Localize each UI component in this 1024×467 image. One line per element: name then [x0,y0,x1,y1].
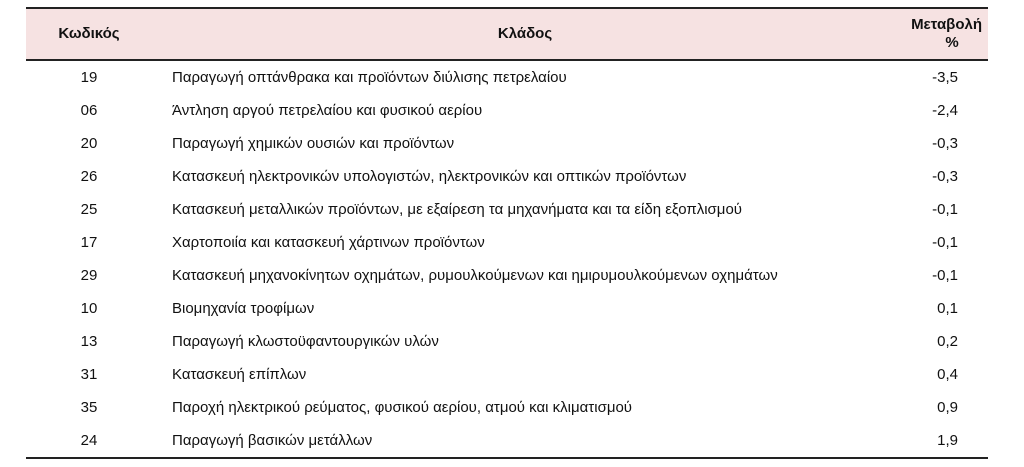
table-header [26,8,988,60]
cell-sector: Παροχή ηλεκτρικού ρεύματος, φυσικού αερίου, ατμού και κλιματισμού [172,399,633,416]
table-row [26,193,988,226]
cell-code: 25 [80,201,98,218]
cell-change-percent: -0,1 [932,234,958,251]
table-row [26,325,988,358]
sector-change-table-container [26,7,988,459]
cell-change-percent: 0,9 [937,399,958,416]
cell-sector: Παραγωγή βασικών μετάλλων [152,424,898,458]
cell-sector: Παραγωγή οπτάνθρακα και προϊόντων διύλισης πετρελαίου [172,69,567,86]
cell-code: 24 [26,424,152,458]
cell-sector: Κατασκευή ηλεκτρονικών υπολογιστών, ηλεκτρονικών και οπτικών προϊόντων [172,168,687,185]
cell-sector: Χαρτοποιία και κατασκευή χάρτινων προϊόντων [172,234,485,251]
table-row [26,391,988,424]
cell-change-percent: 0,4 [937,366,958,383]
column-header-sector: Κλάδος [152,8,898,60]
column-header-change [898,8,988,60]
cell-change-percent: -0,1 [932,267,958,284]
table-row [26,358,988,391]
table-row [26,60,988,94]
cell-change-percent: -3,5 [932,69,958,86]
table-body [26,60,988,458]
cell-change-percent: -0,1 [932,201,958,218]
cell-change-percent: 0,1 [937,300,958,317]
sector-change-table [26,7,988,459]
cell-change-percent: 1,9 [898,424,988,458]
cell-change-percent: 0,2 [937,333,958,350]
table-row [26,127,988,160]
cell-change-percent: -2,4 [932,102,958,119]
cell-sector: Βιομηχανία τροφίμων [172,300,315,317]
cell-change-percent: -0,3 [932,135,958,152]
cell-sector: Άντληση αργού πετρελαίου και φυσικού αερίου [172,102,483,119]
cell-code: 06 [80,102,98,119]
cell-code: 29 [80,267,98,284]
cell-sector: Παραγωγή κλωστοϋφαντουργικών υλών [172,333,439,350]
cell-code: 20 [80,135,98,152]
cell-code: 26 [80,168,98,185]
cell-code: 19 [80,69,98,86]
cell-sector: Κατασκευή επίπλων [172,366,307,383]
cell-code: 17 [80,234,98,251]
table-row [26,226,988,259]
table-row [26,259,988,292]
cell-code: 13 [80,333,98,350]
table-row [26,160,988,193]
cell-sector: Κατασκευή μηχανοκίνητων οχημάτων, ρυμουλκούμενων και ημιρυμουλκούμενων οχημάτων [172,267,778,284]
column-header-change-label: Μεταβολή [911,16,982,33]
cell-sector: Παραγωγή χημικών ουσιών και προϊόντων [172,135,455,152]
cell-code: 35 [80,399,98,416]
header-row [26,8,988,60]
cell-change-percent: -0,3 [932,168,958,185]
cell-code: 10 [80,300,98,317]
cell-sector: Κατασκευή μεταλλικών προϊόντων, με εξαίρεση τα μηχανήματα και τα είδη εξοπλισμού [172,201,742,218]
cell-code: 31 [80,366,98,383]
table-row [26,94,988,127]
table-row [26,292,988,325]
column-header-change-unit: % [945,34,959,51]
table-row [26,424,988,458]
column-header-code: Κωδικός [26,8,152,60]
